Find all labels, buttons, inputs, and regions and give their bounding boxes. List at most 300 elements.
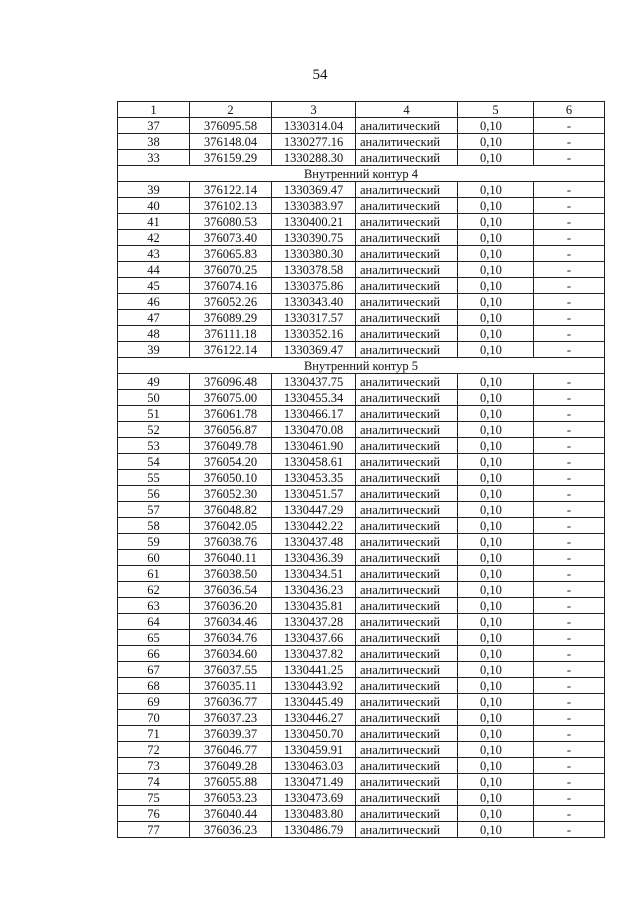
y-coordinate-cell: 1330463.03 [272, 758, 356, 774]
point-number-cell: 66 [118, 646, 190, 662]
x-coordinate-cell: 376039.37 [190, 726, 272, 742]
accuracy-cell: 0,10 [458, 310, 534, 326]
method-cell: аналитический [356, 150, 458, 166]
table-row [118, 726, 605, 742]
note-cell: - [534, 662, 605, 678]
accuracy-cell: 0,10 [458, 134, 534, 150]
x-coordinate-cell: 376054.20 [190, 454, 272, 470]
y-coordinate-cell: 1330436.23 [272, 582, 356, 598]
table-row [118, 262, 605, 278]
table-row [118, 662, 605, 678]
method-cell: аналитический [356, 438, 458, 454]
note-cell: - [534, 230, 605, 246]
table-row [118, 694, 605, 710]
accuracy-cell: 0,10 [458, 230, 534, 246]
accuracy-cell: 0,10 [458, 566, 534, 582]
x-coordinate-cell: 376096.48 [190, 374, 272, 390]
y-coordinate-cell: 1330446.27 [272, 710, 356, 726]
table-row [118, 198, 605, 214]
point-number-cell: 53 [118, 438, 190, 454]
accuracy-cell: 0,10 [458, 182, 534, 198]
y-coordinate-cell: 1330459.91 [272, 742, 356, 758]
column-header: 5 [458, 102, 534, 118]
table-row [118, 118, 605, 134]
method-cell: аналитический [356, 790, 458, 806]
x-coordinate-cell: 376053.23 [190, 790, 272, 806]
method-cell: аналитический [356, 646, 458, 662]
point-number-cell: 76 [118, 806, 190, 822]
note-cell: - [534, 438, 605, 454]
method-cell: аналитический [356, 246, 458, 262]
point-number-cell: 58 [118, 518, 190, 534]
table-header-row [118, 102, 605, 118]
table-row [118, 230, 605, 246]
y-coordinate-cell: 1330450.70 [272, 726, 356, 742]
accuracy-cell: 0,10 [458, 214, 534, 230]
note-cell: - [534, 726, 605, 742]
y-coordinate-cell: 1330314.04 [272, 118, 356, 134]
table-row [118, 310, 605, 326]
accuracy-cell: 0,10 [458, 678, 534, 694]
table-row [118, 150, 605, 166]
accuracy-cell: 0,10 [458, 262, 534, 278]
x-coordinate-cell: 376048.82 [190, 502, 272, 518]
x-coordinate-cell: 376049.78 [190, 438, 272, 454]
x-coordinate-cell: 376036.54 [190, 582, 272, 598]
method-cell: аналитический [356, 214, 458, 230]
y-coordinate-cell: 1330277.16 [272, 134, 356, 150]
x-coordinate-cell: 376065.83 [190, 246, 272, 262]
note-cell: - [534, 582, 605, 598]
y-coordinate-cell: 1330383.97 [272, 198, 356, 214]
method-cell: аналитический [356, 518, 458, 534]
note-cell: - [534, 550, 605, 566]
point-number-cell: 63 [118, 598, 190, 614]
accuracy-cell: 0,10 [458, 582, 534, 598]
note-cell: - [534, 806, 605, 822]
table-row [118, 582, 605, 598]
x-coordinate-cell: 376052.30 [190, 486, 272, 502]
method-cell: аналитический [356, 294, 458, 310]
y-coordinate-cell: 1330437.75 [272, 374, 356, 390]
method-cell: аналитический [356, 774, 458, 790]
table-row [118, 390, 605, 406]
y-coordinate-cell: 1330447.29 [272, 502, 356, 518]
column-header: 6 [534, 102, 605, 118]
accuracy-cell: 0,10 [458, 422, 534, 438]
y-coordinate-cell: 1330437.28 [272, 614, 356, 630]
table-row [118, 246, 605, 262]
y-coordinate-cell: 1330435.81 [272, 598, 356, 614]
accuracy-cell: 0,10 [458, 662, 534, 678]
method-cell: аналитический [356, 566, 458, 582]
method-cell: аналитический [356, 390, 458, 406]
accuracy-cell: 0,10 [458, 694, 534, 710]
y-coordinate-cell: 1330375.86 [272, 278, 356, 294]
accuracy-cell: 0,10 [458, 502, 534, 518]
accuracy-cell: 0,10 [458, 534, 534, 550]
accuracy-cell: 0,10 [458, 278, 534, 294]
table-body [118, 118, 605, 838]
x-coordinate-cell: 376038.50 [190, 566, 272, 582]
note-cell: - [534, 822, 605, 838]
note-cell: - [534, 310, 605, 326]
point-number-cell: 72 [118, 742, 190, 758]
accuracy-cell: 0,10 [458, 614, 534, 630]
note-cell: - [534, 774, 605, 790]
x-coordinate-cell: 376036.23 [190, 822, 272, 838]
accuracy-cell: 0,10 [458, 806, 534, 822]
column-header: 3 [272, 102, 356, 118]
note-cell: - [534, 326, 605, 342]
x-coordinate-cell: 376034.76 [190, 630, 272, 646]
accuracy-cell: 0,10 [458, 550, 534, 566]
y-coordinate-cell: 1330458.61 [272, 454, 356, 470]
table-row [118, 326, 605, 342]
y-coordinate-cell: 1330461.90 [272, 438, 356, 454]
note-cell: - [534, 342, 605, 358]
point-number-cell: 54 [118, 454, 190, 470]
table-row [118, 598, 605, 614]
x-coordinate-cell: 376148.04 [190, 134, 272, 150]
note-cell: - [534, 790, 605, 806]
note-cell: - [534, 198, 605, 214]
coordinates-table [117, 101, 605, 838]
point-number-cell: 52 [118, 422, 190, 438]
x-coordinate-cell: 376034.60 [190, 646, 272, 662]
point-number-cell: 43 [118, 246, 190, 262]
y-coordinate-cell: 1330473.69 [272, 790, 356, 806]
accuracy-cell: 0,10 [458, 342, 534, 358]
point-number-cell: 40 [118, 198, 190, 214]
note-cell: - [534, 710, 605, 726]
x-coordinate-cell: 376075.00 [190, 390, 272, 406]
point-number-cell: 42 [118, 230, 190, 246]
y-coordinate-cell: 1330380.30 [272, 246, 356, 262]
section-header-row [118, 166, 605, 182]
point-number-cell: 59 [118, 534, 190, 550]
table-row [118, 470, 605, 486]
method-cell: аналитический [356, 678, 458, 694]
table-row [118, 678, 605, 694]
page-number: 54 [312, 67, 328, 83]
note-cell: - [534, 278, 605, 294]
note-cell: - [534, 646, 605, 662]
accuracy-cell: 0,10 [458, 406, 534, 422]
point-number-cell: 41 [118, 214, 190, 230]
y-coordinate-cell: 1330288.30 [272, 150, 356, 166]
point-number-cell: 75 [118, 790, 190, 806]
point-number-cell: 77 [118, 822, 190, 838]
accuracy-cell: 0,10 [458, 438, 534, 454]
x-coordinate-cell: 376050.10 [190, 470, 272, 486]
accuracy-cell: 0,10 [458, 294, 534, 310]
point-number-cell: 37 [118, 118, 190, 134]
point-number-cell: 61 [118, 566, 190, 582]
method-cell: аналитический [356, 486, 458, 502]
y-coordinate-cell: 1330483.80 [272, 806, 356, 822]
note-cell: - [534, 214, 605, 230]
x-coordinate-cell: 376095.58 [190, 118, 272, 134]
point-number-cell: 73 [118, 758, 190, 774]
note-cell: - [534, 470, 605, 486]
x-coordinate-cell: 376036.77 [190, 694, 272, 710]
method-cell: аналитический [356, 726, 458, 742]
method-cell: аналитический [356, 182, 458, 198]
x-coordinate-cell: 376122.14 [190, 342, 272, 358]
x-coordinate-cell: 376040.44 [190, 806, 272, 822]
method-cell: аналитический [356, 422, 458, 438]
table-row [118, 134, 605, 150]
y-coordinate-cell: 1330343.40 [272, 294, 356, 310]
note-cell: - [534, 134, 605, 150]
note-cell: - [534, 518, 605, 534]
x-coordinate-cell: 376046.77 [190, 742, 272, 758]
method-cell: аналитический [356, 758, 458, 774]
method-cell: аналитический [356, 406, 458, 422]
method-cell: аналитический [356, 806, 458, 822]
accuracy-cell: 0,10 [458, 726, 534, 742]
table-row [118, 502, 605, 518]
point-number-cell: 57 [118, 502, 190, 518]
accuracy-cell: 0,10 [458, 758, 534, 774]
note-cell: - [534, 598, 605, 614]
accuracy-cell: 0,10 [458, 518, 534, 534]
y-coordinate-cell: 1330437.48 [272, 534, 356, 550]
accuracy-cell: 0,10 [458, 150, 534, 166]
column-header: 1 [118, 102, 190, 118]
y-coordinate-cell: 1330443.92 [272, 678, 356, 694]
method-cell: аналитический [356, 198, 458, 214]
table-row [118, 422, 605, 438]
y-coordinate-cell: 1330455.34 [272, 390, 356, 406]
table-row [118, 438, 605, 454]
x-coordinate-cell: 376038.76 [190, 534, 272, 550]
note-cell: - [534, 406, 605, 422]
x-coordinate-cell: 376049.28 [190, 758, 272, 774]
accuracy-cell: 0,10 [458, 486, 534, 502]
table-row [118, 454, 605, 470]
point-number-cell: 39 [118, 342, 190, 358]
y-coordinate-cell: 1330471.49 [272, 774, 356, 790]
table-row [118, 550, 605, 566]
table-row [118, 822, 605, 838]
point-number-cell: 74 [118, 774, 190, 790]
method-cell: аналитический [356, 598, 458, 614]
method-cell: аналитический [356, 822, 458, 838]
method-cell: аналитический [356, 710, 458, 726]
y-coordinate-cell: 1330466.17 [272, 406, 356, 422]
method-cell: аналитический [356, 310, 458, 326]
y-coordinate-cell: 1330400.21 [272, 214, 356, 230]
point-number-cell: 44 [118, 262, 190, 278]
y-coordinate-cell: 1330369.47 [272, 342, 356, 358]
column-header: 4 [356, 102, 458, 118]
method-cell: аналитический [356, 342, 458, 358]
point-number-cell: 51 [118, 406, 190, 422]
x-coordinate-cell: 376036.20 [190, 598, 272, 614]
accuracy-cell: 0,10 [458, 630, 534, 646]
note-cell: - [534, 678, 605, 694]
point-number-cell: 46 [118, 294, 190, 310]
section-header-row [118, 358, 605, 374]
x-coordinate-cell: 376055.88 [190, 774, 272, 790]
y-coordinate-cell: 1330441.25 [272, 662, 356, 678]
accuracy-cell: 0,10 [458, 790, 534, 806]
point-number-cell: 45 [118, 278, 190, 294]
method-cell: аналитический [356, 470, 458, 486]
table-row [118, 614, 605, 630]
note-cell: - [534, 374, 605, 390]
accuracy-cell: 0,10 [458, 598, 534, 614]
note-cell: - [534, 294, 605, 310]
table-row [118, 278, 605, 294]
method-cell: аналитический [356, 582, 458, 598]
point-number-cell: 33 [118, 150, 190, 166]
x-coordinate-cell: 376102.13 [190, 198, 272, 214]
method-cell: аналитический [356, 118, 458, 134]
table-row [118, 294, 605, 310]
table-row [118, 646, 605, 662]
point-number-cell: 49 [118, 374, 190, 390]
y-coordinate-cell: 1330445.49 [272, 694, 356, 710]
note-cell: - [534, 534, 605, 550]
note-cell: - [534, 150, 605, 166]
x-coordinate-cell: 376070.25 [190, 262, 272, 278]
table-row [118, 566, 605, 582]
y-coordinate-cell: 1330437.66 [272, 630, 356, 646]
table-row [118, 182, 605, 198]
point-number-cell: 48 [118, 326, 190, 342]
table-row [118, 758, 605, 774]
accuracy-cell: 0,10 [458, 198, 534, 214]
accuracy-cell: 0,10 [458, 374, 534, 390]
y-coordinate-cell: 1330453.35 [272, 470, 356, 486]
point-number-cell: 68 [118, 678, 190, 694]
y-coordinate-cell: 1330317.57 [272, 310, 356, 326]
accuracy-cell: 0,10 [458, 326, 534, 342]
note-cell: - [534, 118, 605, 134]
y-coordinate-cell: 1330378.58 [272, 262, 356, 278]
note-cell: - [534, 566, 605, 582]
method-cell: аналитический [356, 326, 458, 342]
method-cell: аналитический [356, 374, 458, 390]
y-coordinate-cell: 1330437.82 [272, 646, 356, 662]
section-title: Внутренний контур 4 [118, 166, 605, 182]
method-cell: аналитический [356, 502, 458, 518]
y-coordinate-cell: 1330390.75 [272, 230, 356, 246]
accuracy-cell: 0,10 [458, 710, 534, 726]
table-row [118, 806, 605, 822]
method-cell: аналитический [356, 278, 458, 294]
x-coordinate-cell: 376122.14 [190, 182, 272, 198]
accuracy-cell: 0,10 [458, 390, 534, 406]
y-coordinate-cell: 1330451.57 [272, 486, 356, 502]
accuracy-cell: 0,10 [458, 246, 534, 262]
note-cell: - [534, 454, 605, 470]
method-cell: аналитический [356, 614, 458, 630]
note-cell: - [534, 694, 605, 710]
point-number-cell: 67 [118, 662, 190, 678]
column-header: 2 [190, 102, 272, 118]
y-coordinate-cell: 1330436.39 [272, 550, 356, 566]
x-coordinate-cell: 376052.26 [190, 294, 272, 310]
method-cell: аналитический [356, 230, 458, 246]
table-row [118, 518, 605, 534]
note-cell: - [534, 614, 605, 630]
x-coordinate-cell: 376074.16 [190, 278, 272, 294]
method-cell: аналитический [356, 534, 458, 550]
note-cell: - [534, 758, 605, 774]
x-coordinate-cell: 376037.23 [190, 710, 272, 726]
point-number-cell: 47 [118, 310, 190, 326]
method-cell: аналитический [356, 662, 458, 678]
accuracy-cell: 0,10 [458, 774, 534, 790]
x-coordinate-cell: 376111.18 [190, 326, 272, 342]
method-cell: аналитический [356, 694, 458, 710]
table-row [118, 742, 605, 758]
method-cell: аналитический [356, 134, 458, 150]
y-coordinate-cell: 1330486.79 [272, 822, 356, 838]
method-cell: аналитический [356, 262, 458, 278]
method-cell: аналитический [356, 630, 458, 646]
note-cell: - [534, 390, 605, 406]
method-cell: аналитический [356, 550, 458, 566]
accuracy-cell: 0,10 [458, 646, 534, 662]
table-row [118, 374, 605, 390]
note-cell: - [534, 486, 605, 502]
x-coordinate-cell: 376080.53 [190, 214, 272, 230]
table-row [118, 214, 605, 230]
accuracy-cell: 0,10 [458, 822, 534, 838]
table-row [118, 774, 605, 790]
note-cell: - [534, 262, 605, 278]
point-number-cell: 70 [118, 710, 190, 726]
note-cell: - [534, 630, 605, 646]
note-cell: - [534, 422, 605, 438]
point-number-cell: 55 [118, 470, 190, 486]
note-cell: - [534, 742, 605, 758]
accuracy-cell: 0,10 [458, 454, 534, 470]
x-coordinate-cell: 376034.46 [190, 614, 272, 630]
accuracy-cell: 0,10 [458, 470, 534, 486]
y-coordinate-cell: 1330434.51 [272, 566, 356, 582]
table-row [118, 406, 605, 422]
x-coordinate-cell: 376061.78 [190, 406, 272, 422]
note-cell: - [534, 182, 605, 198]
table-row [118, 630, 605, 646]
point-number-cell: 69 [118, 694, 190, 710]
point-number-cell: 39 [118, 182, 190, 198]
point-number-cell: 71 [118, 726, 190, 742]
x-coordinate-cell: 376089.29 [190, 310, 272, 326]
x-coordinate-cell: 376159.29 [190, 150, 272, 166]
note-cell: - [534, 246, 605, 262]
x-coordinate-cell: 376035.11 [190, 678, 272, 694]
section-title: Внутренний контур 5 [118, 358, 605, 374]
table-row [118, 486, 605, 502]
x-coordinate-cell: 376073.40 [190, 230, 272, 246]
y-coordinate-cell: 1330352.16 [272, 326, 356, 342]
accuracy-cell: 0,10 [458, 118, 534, 134]
method-cell: аналитический [356, 454, 458, 470]
x-coordinate-cell: 376056.87 [190, 422, 272, 438]
x-coordinate-cell: 376040.11 [190, 550, 272, 566]
x-coordinate-cell: 376042.05 [190, 518, 272, 534]
point-number-cell: 56 [118, 486, 190, 502]
note-cell: - [534, 502, 605, 518]
accuracy-cell: 0,10 [458, 742, 534, 758]
